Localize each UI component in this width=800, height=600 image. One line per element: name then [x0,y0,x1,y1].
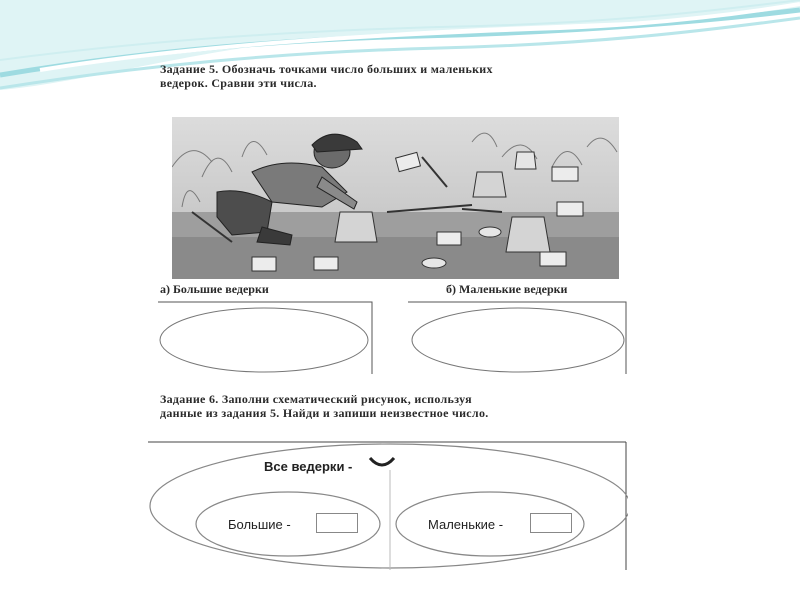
boy-with-buckets-illustration [172,117,619,279]
task6-line1: Задание 6. Заполни схематический рисунок, используя [160,392,472,406]
big-count-input[interactable] [316,513,358,533]
scheme-diagram [148,440,628,572]
task6-line2: данные из задания 5. Найди и запиши неизвестное число. [160,406,489,420]
task5-line2: ведерок. Сравни эти числа. [160,76,317,90]
task5-line1: Задание 5. Обозначь точками число больших и маленьких [160,62,493,76]
small-buckets-oval-area[interactable] [406,298,630,378]
small-buckets-label: б) Маленькие ведерки [446,282,568,296]
all-buckets-label: Все ведерки - [264,459,353,474]
big-label: Большие - [228,517,291,532]
big-buckets-label: а) Большие ведерки [160,282,269,296]
task5-text [160,62,620,90]
big-buckets-oval-area[interactable] [156,298,376,378]
small-count-input[interactable] [530,513,572,533]
task6-text [160,392,620,420]
union-bracket-icon [370,458,394,465]
small-label: Маленькие - [428,517,504,532]
